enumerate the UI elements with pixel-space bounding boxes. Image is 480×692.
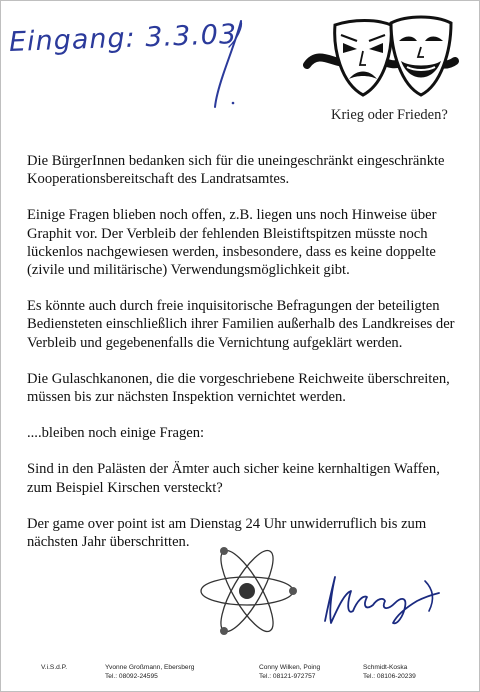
paragraph-questions-intro: ....bleiben noch einige Fragen: <box>27 425 205 442</box>
footer-contact <box>259 663 320 681</box>
footer-contact-tel: Tel.: 08121-972757 <box>259 673 316 680</box>
paragraph-thanks: Die BürgerInnen bedanken sich für die uneingeschränkt eingeschränkte Kooperationsbereitschaft des Landratsamtes. <box>27 153 445 188</box>
footer-contact-tel: Tel.: 08106-20239 <box>363 673 416 680</box>
signature <box>317 571 447 631</box>
paragraph-interrogation: Es könnte auch durch freie inquisitorische Befragungen der beteiligten Bediensteten einschließlich ihrer Familien außerhalb des Landkreises der Verbleib und gegebenenfalls die Vernichtung aufgeklärt werden. <box>27 298 455 351</box>
paragraph-graphite: Einige Fragen blieben noch offen, z.B. liegen uns noch Hinweise über Graphit vor. Der Verbleib der fehlenden Bleistiftspitzen müsste noch lückenlos nachgewiesen werden, insbesondere, dass es keine doppelte (zivile und militärische) Verwendungsmöglichkeit gibt. <box>27 207 437 279</box>
paragraph-goulash-cannons: Die Gulaschkanonen, die die vorgeschriebene Reichweite überschreiten, müssen bis zur nächsten Inspektion vernichtet werden. <box>27 370 450 406</box>
footer <box>1 663 479 685</box>
theatre-masks-icon <box>301 15 461 105</box>
footer-contact <box>105 663 194 681</box>
footer-contact-name: Conny Wilken, Poing <box>259 664 321 671</box>
atom-icon <box>197 541 297 641</box>
footer-contact-name: Yvonne Großmann, Ebersberg <box>105 664 195 671</box>
motto-text: Krieg oder Frieden? <box>331 107 448 123</box>
footer-contact-name: Schmidt-Koska <box>363 664 408 671</box>
paragraph-deadline: Der game over point ist am Dienstag 24 Uhr unwiderruflich bis zum nächsten Jahr überschritten. <box>27 515 427 551</box>
paragraph-cherries: Sind in den Palästen der Ämter auch sicher keine kernhaltigen Waffen, zum Beispiel Kirschen versteckt? <box>27 461 440 496</box>
receipt-stamp: Eingang: 3.3.03 <box>8 19 238 58</box>
letter-body <box>27 152 467 569</box>
footer-contact-tel: Tel.: 08092-24595 <box>105 673 158 680</box>
handwritten-stroke <box>197 17 267 117</box>
footer-contact <box>363 663 416 681</box>
footer-visdp: V.i.S.d.P. <box>41 664 68 671</box>
